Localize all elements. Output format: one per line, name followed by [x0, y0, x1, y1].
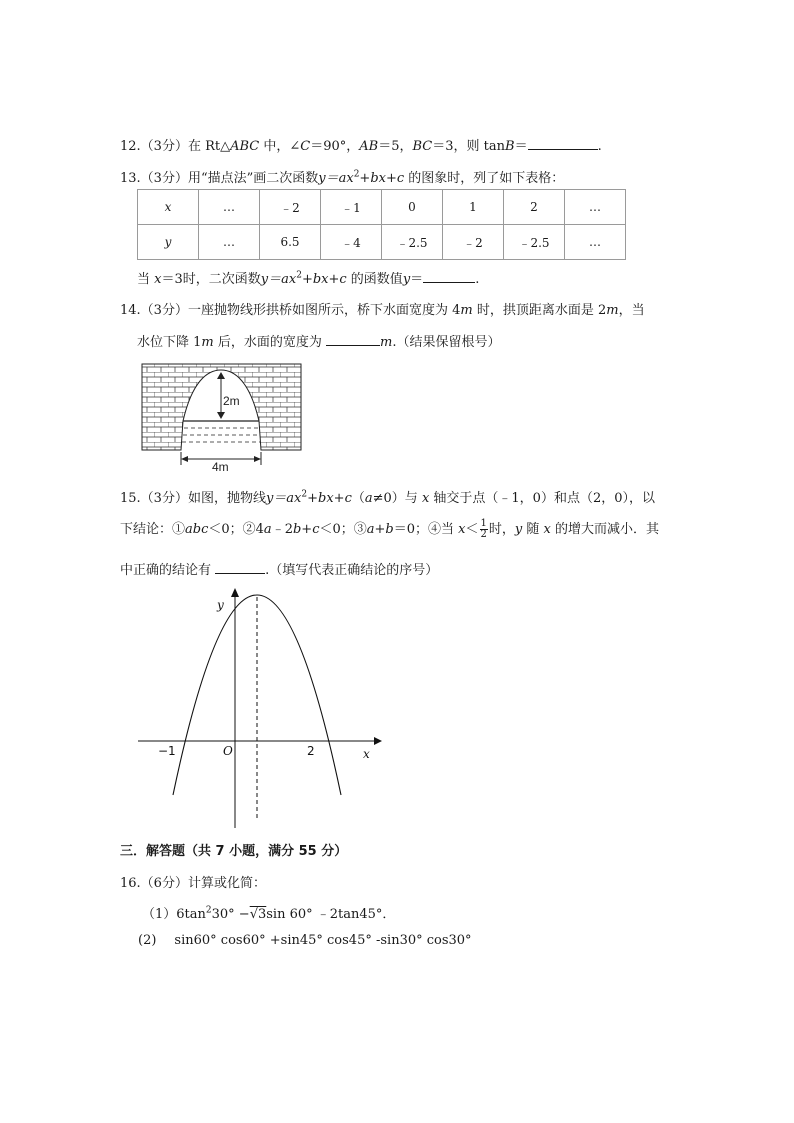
- value-table: [137, 189, 626, 260]
- y-axis-label: y: [217, 598, 224, 612]
- answer-blank-12[interactable]: [528, 137, 598, 150]
- table-row-x: x … ﹣2 ﹣1 0 1 2 …: [138, 190, 626, 225]
- question-13-line2: 当 x＝3时，二次函数$y=ax^2+bx+c$ 的函数值y＝ .: [137, 270, 480, 287]
- water-surface: [182, 421, 260, 442]
- question-16-part2: (2) sin60° cos60° +sin45° cos45° -sin30° cos30°: [138, 933, 472, 948]
- answer-blank-14[interactable]: [326, 333, 380, 346]
- origin-label: O: [223, 744, 233, 758]
- section-3-heading: 三．解答题（共 7 小题，满分 55 分）: [120, 844, 348, 859]
- y-axis: [231, 588, 239, 828]
- question-15-line1: 15.（3分）如图，抛物线$y=ax^2+bx+c(a\ne 0)$与 x 轴交于点（﹣1，0）和点（2，0），以: [120, 489, 655, 506]
- tick-label-two: 2: [307, 744, 315, 758]
- width-label: 4m: [212, 460, 229, 472]
- table-row-y: y … 6.5 ﹣4 ﹣2.5 ﹣2 ﹣2.5 …: [138, 225, 626, 260]
- question-15-line2: 下结论：①abc＜0；②4a﹣2b+c＜0；③a+b＝0；④当 x＜ $\frac{1}{2}$ 时，y 随 x 的增大而减小．其: [120, 518, 659, 540]
- answer-blank-15[interactable]: [215, 561, 265, 574]
- question-13: 13.（3分）用“描点法”画二次函数$y=ax^2+bx+c$ 的图象时，列了如下表格：: [120, 169, 565, 186]
- height-label: 2m: [223, 394, 240, 408]
- question-16-part1: $(1)6\tan^230^\circ -√3\sin$ 60° ﹣2tan45°．: [142, 905, 396, 922]
- bridge-figure: [140, 362, 305, 472]
- parabola-graph: [136, 585, 386, 830]
- question-16-title: 16.（6分）计算或化简：: [120, 876, 266, 891]
- question-15-line3: 中正确的结论有 .（填写代表正确结论的序号）: [120, 563, 439, 578]
- tick-label-neg-one: −1: [158, 744, 176, 758]
- answer-blank-13[interactable]: [423, 270, 475, 283]
- fraction-half: $\frac{1}{2}$: [480, 518, 487, 540]
- x-axis-label: x: [363, 747, 370, 761]
- question-14-line2: 水位下降 1m 后，水面的宽度为 m.（结果保留根号）: [137, 335, 501, 350]
- question-14-line1: 14.（3分）一座抛物线形拱桥如图所示，桥下水面宽度为 4m 时，拱顶距离水面是 2m，当: [120, 303, 645, 318]
- question-12: 12.（3分）在 Rt△ABC 中，∠C＝90°，AB＝5，BC＝3，则 tanB＝ .: [120, 139, 602, 154]
